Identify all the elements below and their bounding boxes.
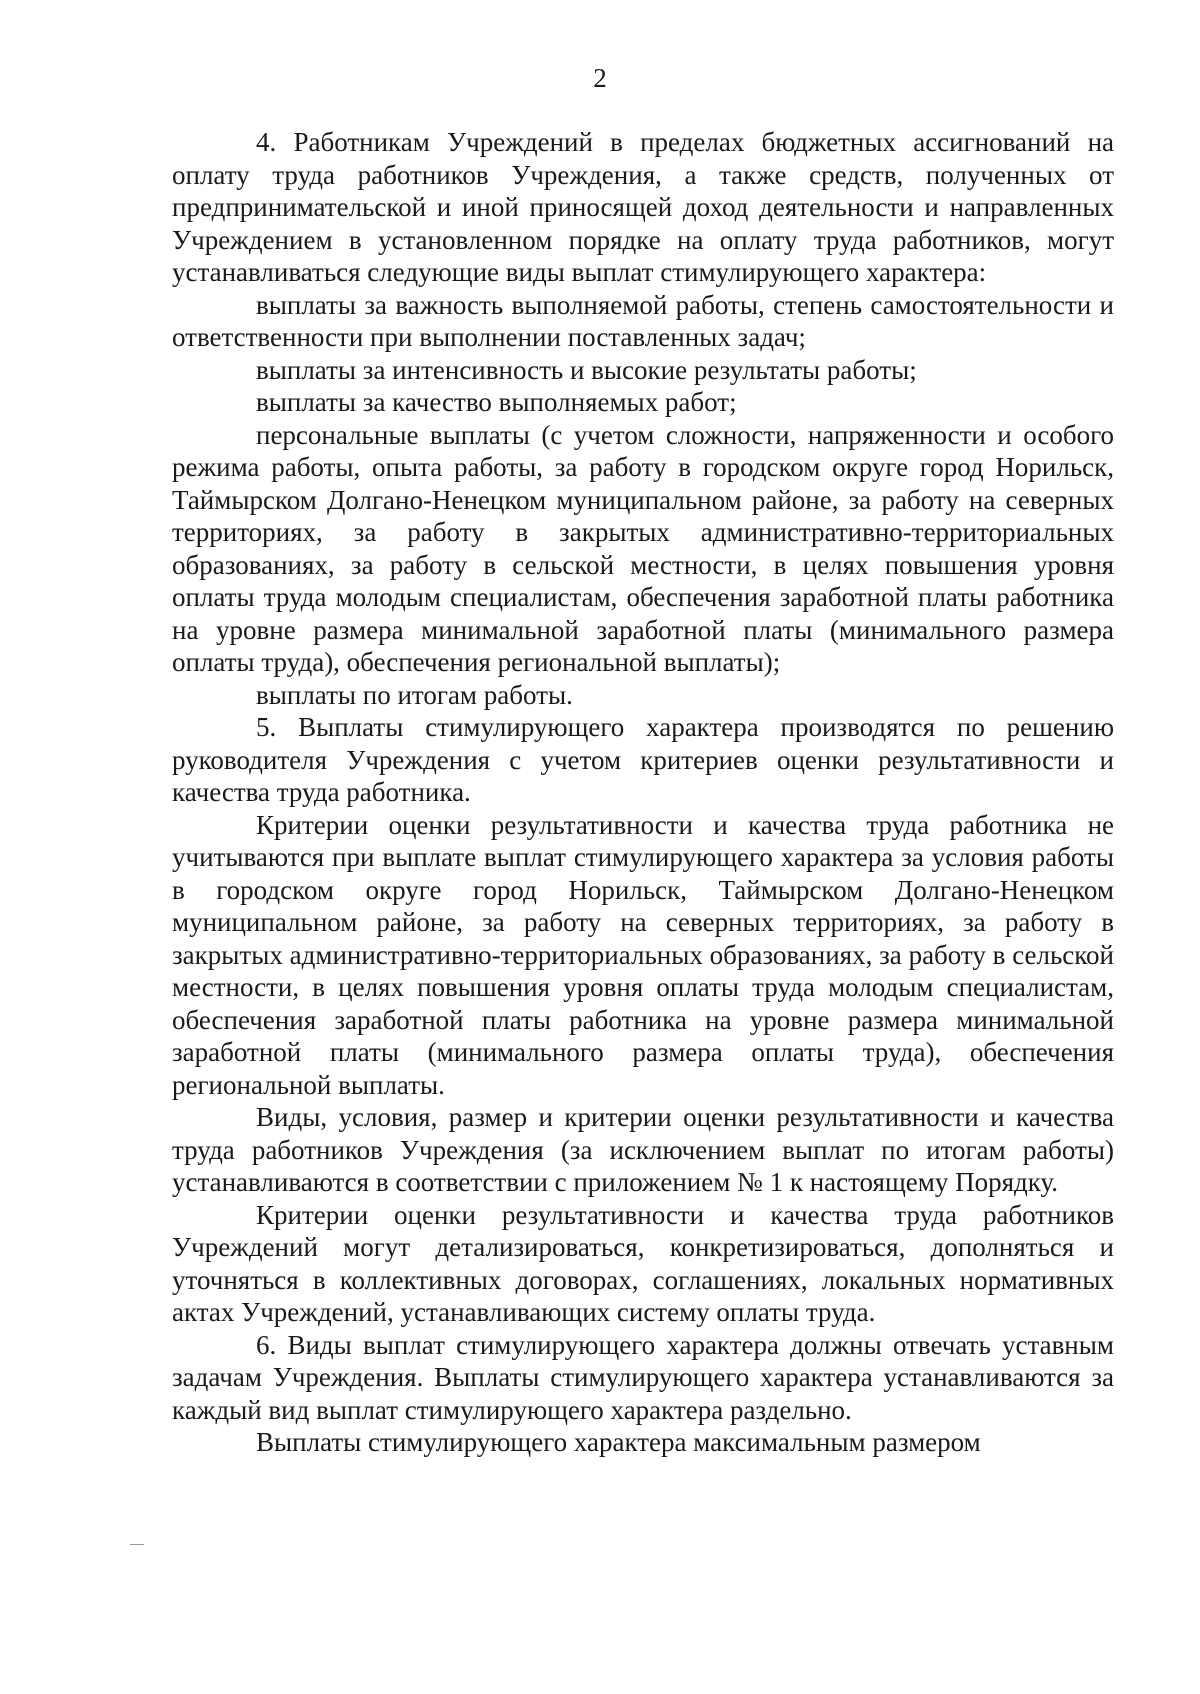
paragraph-types-conditions: Виды, условия, размер и критерии оценки результативности и качества труда работников Учреждения (за исключением выплат по итогам работы) устанавливаются в соответствии с приложением № 1 к настоящему Порядку.	[172, 1102, 1114, 1197]
paragraph-max-size: Выплаты стимулирующего характера максимальным размером	[256, 1427, 981, 1457]
paragraph-bonus-intensity: выплаты за интенсивность и высокие результаты работы;	[256, 354, 917, 385]
paragraph-criteria-detailing: Критерии оценки результативности и качества труда работников Учреждений могут детализироваться, конкретизироваться, дополняться и уточняться в коллективных договорах, соглашениях, локальных нормативных актах Учреждений, устанавливающих систему оплаты труда.	[172, 1199, 1114, 1327]
paragraph-personal-payments: персональные выплаты (с учетом сложности, напряженности и особого режима работы, опыта работы, за работу в городском округе город Норильск, Таймырском Долгано-Ненецком муниципальном районе, за работу на северных территориях, за работу в закрытых административно-территориальных образованиях, за работу в сельской местности, в целях повышения уровня оплаты труда молодым специалистам, обеспечения заработной платы работника на уровне размера минимальной заработной платы (минимального размера оплаты труда), обеспечения региональной выплаты);	[172, 419, 1114, 677]
paragraph-criteria-exclusions: Критерии оценки результативности и качества труда работника не учитываются при выплате выплат стимулирующего характера за условия работы в городском округе город Норильск, Таймырском Долгано-Ненецком муниципальном районе, за работу на северных территориях, за работу в закрытых административно-территориальных образованиях, за работу в сельской местности, в целях повышения уровня оплаты труда молодым специалистам, обеспечения заработной платы работника на уровне размера минимальной заработной платы (минимального размера оплаты труда), обеспечения региональной выплаты.	[172, 809, 1114, 1100]
paragraph-item-5: 5. Выплаты стимулирующего характера производятся по решению руководителя Учреждения с учетом критериев оценки результативности и качества труда работника.	[172, 712, 1114, 807]
margin-mark	[130, 1544, 144, 1545]
page-number: 2	[593, 63, 607, 93]
paragraph-item-6: 6. Виды выплат стимулирующего характера должны отвечать уставным задачам Учреждения. Выплаты стимулирующего характера устанавливаются за каждый вид выплат стимулирующего характера раздельно.	[172, 1329, 1114, 1425]
paragraph-bonus-results: выплаты по итогам работы.	[256, 679, 573, 710]
paragraph-bonus-importance: выплаты за важность выполняемой работы, степень самостоятельности и ответственности при выполнении поставленных задач;	[172, 289, 1114, 352]
document-body	[172, 126, 1114, 1459]
paragraph-bonus-quality: выплаты за качество выполняемых работ;	[256, 387, 737, 417]
paragraph-item-4: 4. Работникам Учреждений в пределах бюджетных ассигнований на оплату труда работников Учреждения, а также средств, полученных от предпринимательской и иной приносящей доход деятельности и направленных Учреждением в установленном порядке на оплату труда работников, могут устанавливаться следующие виды выплат стимулирующего характера:	[172, 127, 1114, 287]
